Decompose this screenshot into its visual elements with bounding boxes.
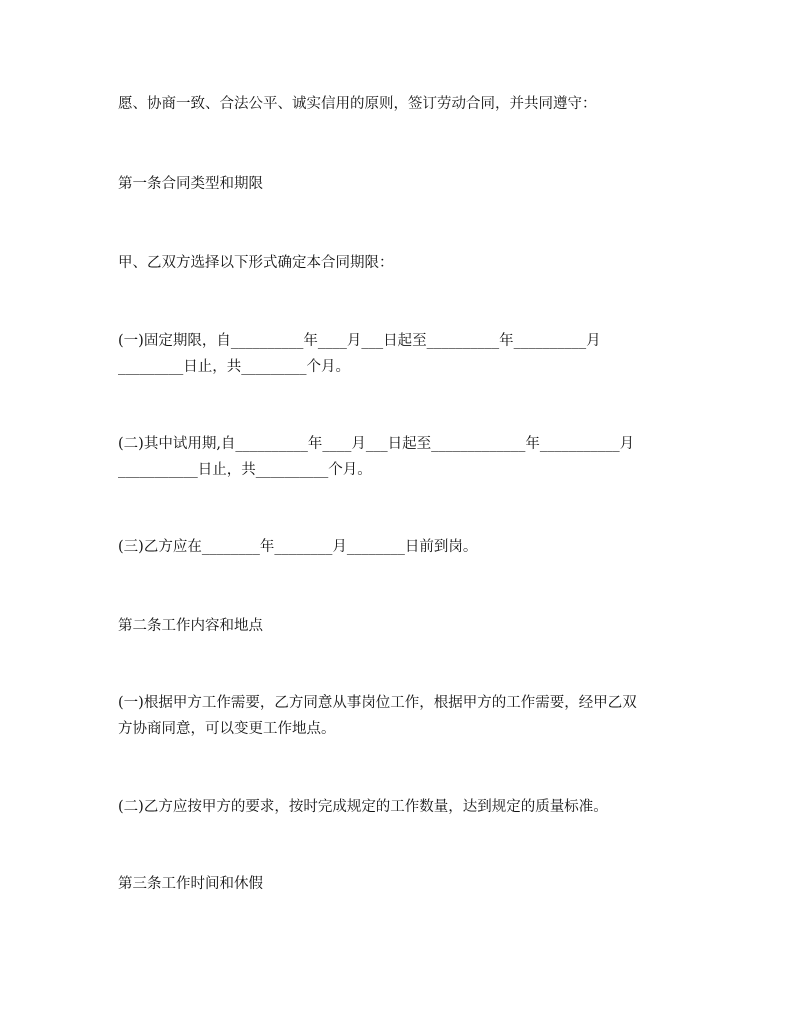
article-3-heading (118, 871, 698, 897)
text-line: ___________日止，共__________个月。 (118, 462, 372, 478)
text-line: 第一条合同类型和期限 (118, 176, 263, 192)
text-line: (三)乙方应在________年________月________日前到岗。 (118, 539, 478, 555)
text-line: 方协商同意，可以变更工作地点。 (118, 721, 336, 737)
text-line: 愿、协商一致、合法公平、诚实信用的原则，签订劳动合同，并共同遵守： (118, 96, 597, 112)
text-line: (二)其中试用期,自__________年____月___日起至_____________年___________月 (118, 436, 635, 452)
text-line: 第三条工作时间和休假 (118, 876, 263, 892)
text-line: (一)根据甲方工作需要，乙方同意从事岗位工作，根据甲方的工作需要，经甲乙双 (118, 695, 637, 711)
fixed-term-clause (118, 328, 698, 380)
text-line: (一)固定期限，自__________年____月___日起至__________年__________月 (118, 333, 601, 349)
text-line: 甲、乙双方选择以下形式确定本合同期限： (118, 255, 394, 271)
article-2-heading (118, 613, 698, 639)
text-line: (二)乙方应按甲方的要求，按时完成规定的工作数量，达到规定的质量标准。 (118, 799, 608, 815)
work-quality-clause (118, 794, 698, 820)
term-selection-paragraph (118, 250, 698, 276)
article-1-heading (118, 171, 698, 197)
intro-paragraph (118, 91, 698, 117)
text-line: _________日止，共_________个月。 (118, 359, 350, 375)
start-date-clause (118, 534, 698, 560)
probation-clause (118, 431, 698, 483)
work-content-clause (118, 690, 698, 742)
text-line: 第二条工作内容和地点 (118, 618, 263, 634)
